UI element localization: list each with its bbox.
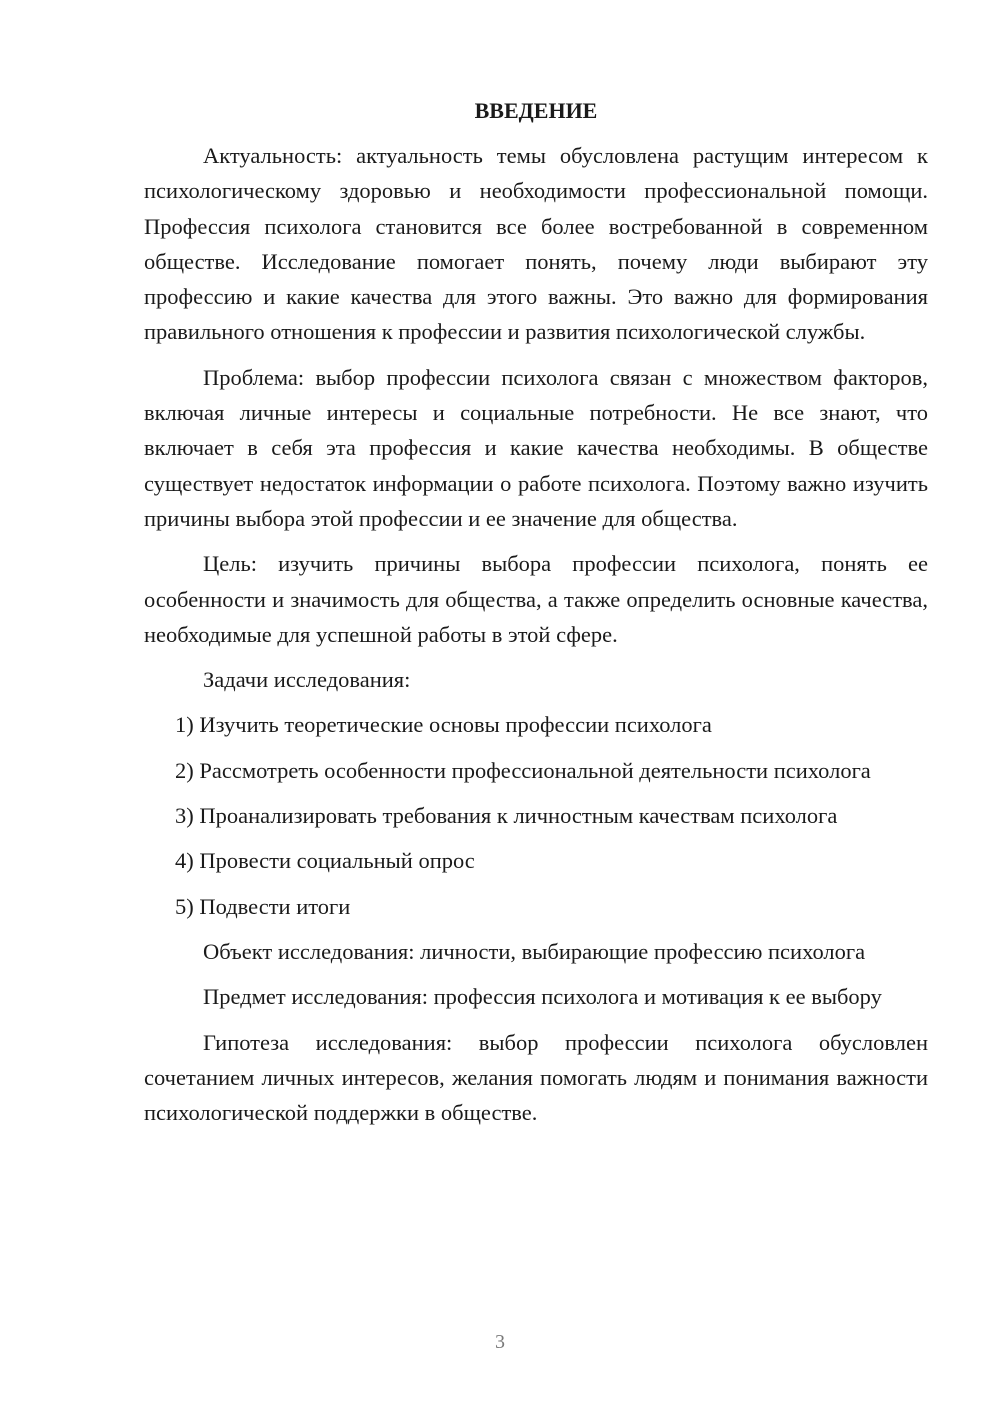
- subject-paragraph: Предмет исследования: профессия психолога и мотивация к ее выбору: [203, 984, 882, 1010]
- section-title: ВВЕДЕНИЕ: [474, 98, 598, 123]
- task-item-5: 5) Подвести итоги: [175, 893, 351, 919]
- hypothesis-paragraph: Гипотеза исследования: выбор профессии психолога обусловлен сочетанием личных интересов, желания помогать людям и понимания важности психологической поддержки в обществе.: [144, 1029, 928, 1126]
- document-page: [144, 92, 928, 1140]
- tasks-heading: Задачи исследования:: [203, 667, 411, 693]
- task-item-3: 3) Проанализировать требования к личностным качествам психолога: [175, 803, 838, 829]
- task-item-2: 2) Рассмотреть особенности профессиональной деятельности психолога: [175, 757, 871, 783]
- goal-paragraph: Цель: изучить причины выбора профессии психолога, понять ее особенности и значимость для общества, а также определить основные качества, необходимые для успешной работы в этой сфере.: [144, 551, 928, 647]
- relevance-paragraph: Актуальность: актуальность темы обусловлена растущим интересом к психологическому здоровью и необходимости профессиональной помощи. Профессия психолога становится все более востребованной в современном обществе. Исследование помогает понять, почему люди выбирают эту профессию и какие качества для этого важны. Это важно для формирования правильного отношения к профессии и развития психологической службы.: [144, 143, 928, 345]
- page-number: 3: [495, 1331, 505, 1353]
- task-item-1: 1) Изучить теоретические основы профессии психолога: [175, 712, 712, 738]
- task-item-4: 4) Провести социальный опрос: [175, 848, 475, 874]
- object-paragraph: Объект исследования: личности, выбирающие профессию психолога: [203, 938, 866, 964]
- problem-paragraph: Проблема: выбор профессии психолога связан с множеством факторов, включая личные интересы и социальные потребности. Не все знают, что включает в себя эта профессия и какие качества необходимы. В обществе существует недостаток информации о работе психолога. Поэтому важно изучить причины выбора этой профессии и ее значение для общества.: [144, 364, 928, 531]
